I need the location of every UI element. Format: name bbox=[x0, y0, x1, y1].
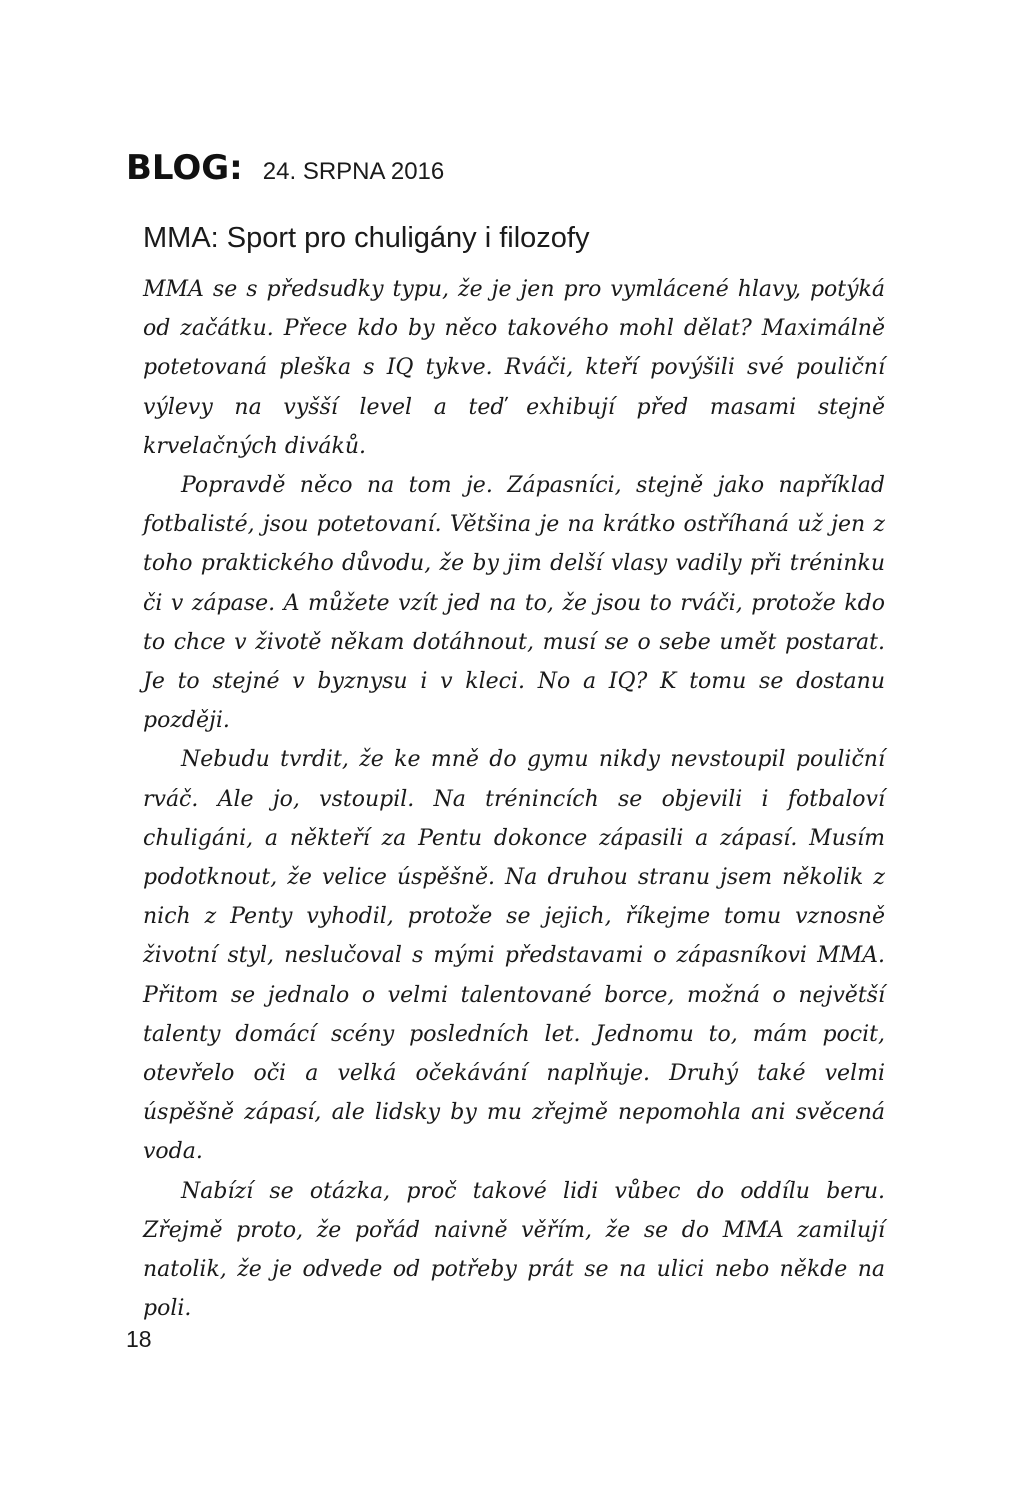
paragraph: Popravdě něco na tom je. Zápasníci, stejně jako například fotbalisté, jsou potetovaní. Většina je na krátko ostříhaná už jen z toho praktického důvodu, že by jim delší vlasy vadily při tréninku či v zápase. A můžete vzít jed na to, že jsou to rváči, protože kdo to chce v životě někam dotáhnout, musí se o sebe umět postarat. Je to stejné v byznysu i v kleci. No a IQ? K tomu se dostanu později. bbox=[143, 473, 885, 734]
paragraph: Nabízí se otázka, proč takové lidi vůbec do oddílu beru. Zřejmě proto, že pořád naivně věřím, že se do MMA zamilují natolik, že je odvede od potřeby prát se na ulici nebo někde na poli. bbox=[143, 1178, 885, 1322]
paragraph: MMA se s předsudky typu, že je jen pro vymlácené hlavy, potýká od začátku. Přece kdo by něco takového mohl dělat? Maximálně potetovaná pleška s IQ tykve. Rváči, kteří povýšili své pouliční výlevy na vyšší level a teď exhibují před masami stejně krvelačných diváků. bbox=[143, 277, 885, 459]
paragraph: Nebudu tvrdit, že ke mně do gymu nikdy nevstoupil pouliční rváč. Ale jo, vstoupil. Na trénincích se objevili i fotbaloví chuligáni, a někteří za Pentu dokonce zápasili a zápasí. Musím podotknout, že velice úspěšně. Na druhou stranu jsem několik z nich z Penty vyhodil, protože se jejich, říkejme tomu vznosně životní styl, neslučoval s mými představami o zápasníkovi MMA. Přitom se jednalo o velmi talentované borce, možná o největší talenty domácí scény posledních let. Jednomu to, mám pocit, otevřelo oči a velká očekávání naplňuje. Druhý také velmi úspěšně zápasí, ale lidsky by mu zřejmě nepomohla ani svěcená voda. bbox=[143, 747, 885, 1165]
blog-header bbox=[126, 148, 444, 188]
page-number: 18 bbox=[126, 1326, 152, 1352]
article-title: MMA: Sport pro chuligány i filozofy bbox=[143, 222, 590, 254]
article-body bbox=[143, 270, 885, 1328]
blog-label: BLOG: bbox=[126, 148, 243, 188]
blog-date: 24. SRPNA 2016 bbox=[262, 158, 445, 185]
